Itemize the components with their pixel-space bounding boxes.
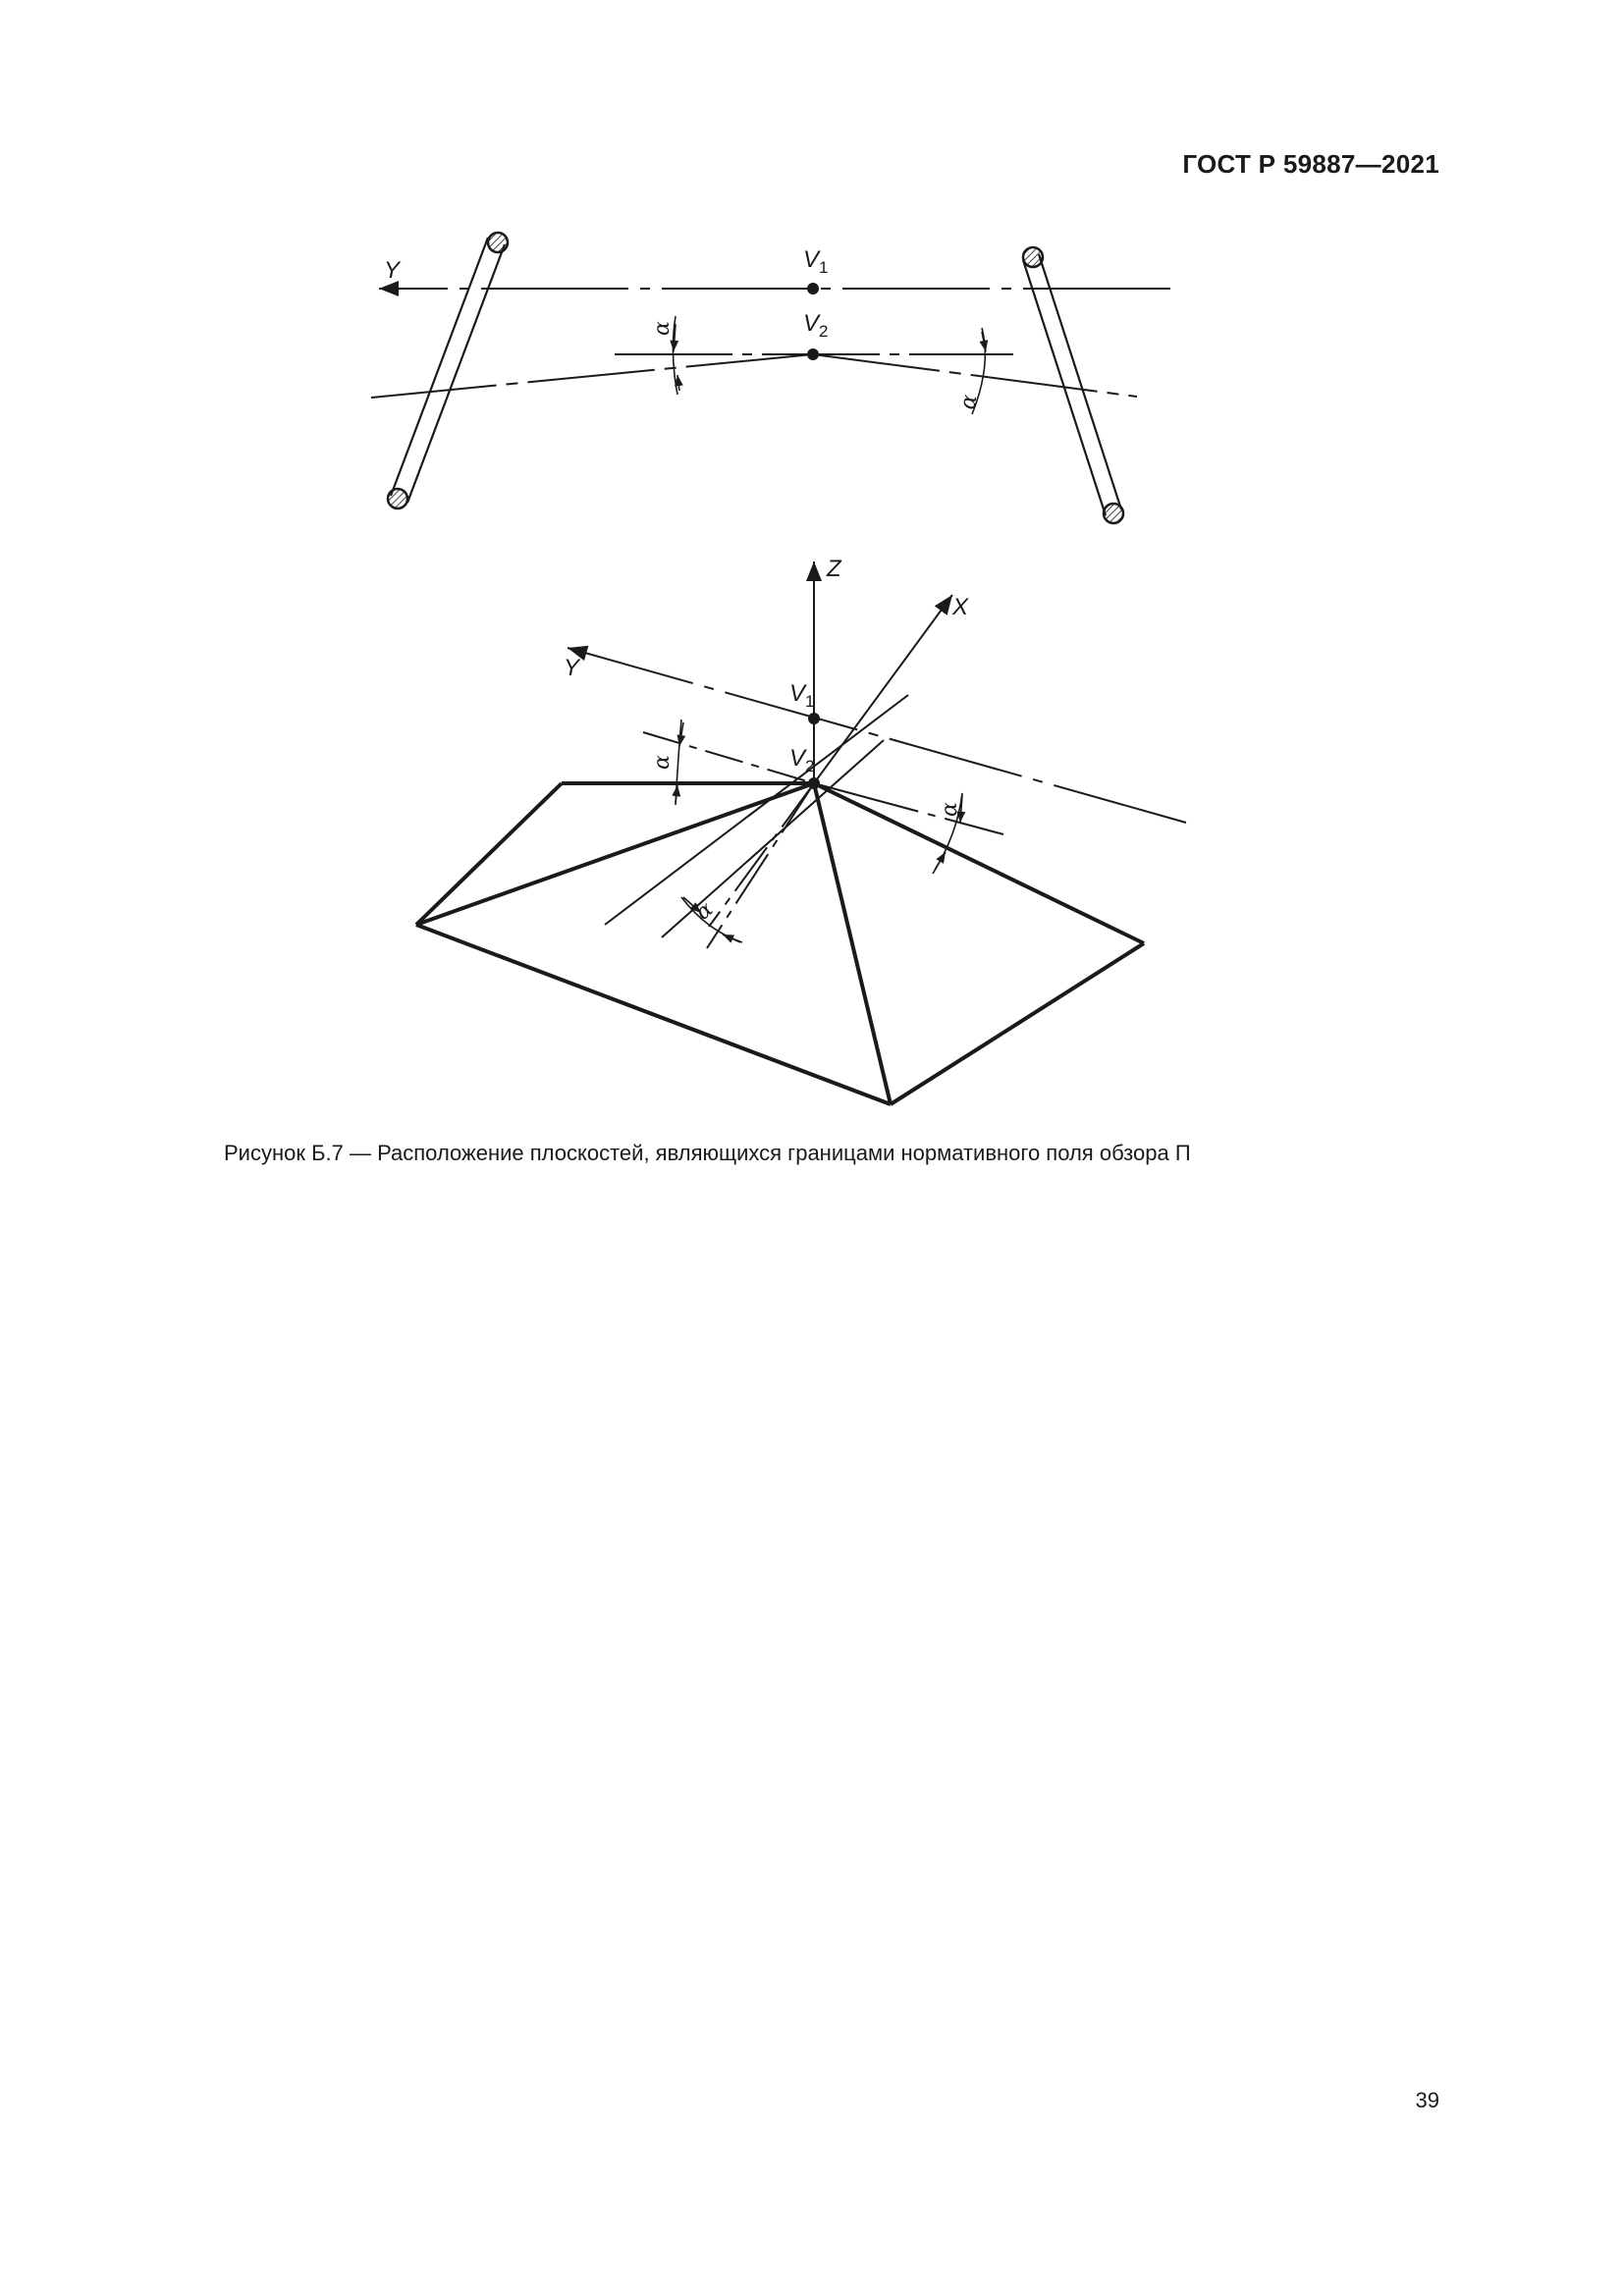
top-right-boundary-line <box>813 354 1137 397</box>
iso-view <box>416 561 1186 1104</box>
top-y-axis-label: Y <box>384 257 401 284</box>
iso-right-reference-line <box>814 783 1003 834</box>
left-pillar <box>388 233 508 508</box>
top-point-v2 <box>807 348 819 360</box>
iso-left-alpha: α <box>650 755 675 770</box>
iso-point-v2 <box>808 777 820 789</box>
iso-right-alpha: α <box>938 802 962 817</box>
iso-x-axis-line <box>814 595 952 783</box>
iso-x-axis-label: X <box>952 594 969 620</box>
top-left-alpha: α <box>650 321 675 336</box>
iso-y-axis-line <box>568 648 1186 823</box>
top-left-boundary-line <box>371 354 813 398</box>
iso-y-axis-label: Y <box>564 655 580 681</box>
top-point-v1 <box>807 283 819 294</box>
top-view <box>371 233 1170 523</box>
document-header: ГОСТ Р 59887—2021 <box>1182 149 1439 179</box>
top-v1-label: $V_1$ <box>803 246 829 277</box>
iso-bottom-alpha: α <box>690 896 719 926</box>
iso-v1-label: $V_1$ <box>789 680 815 711</box>
top-v2-label: $V_2$ <box>803 310 829 341</box>
top-right-alpha: α <box>955 393 983 412</box>
iso-z-axis-label: Z <box>827 556 841 582</box>
field-of-view-figure <box>0 0 1624 1129</box>
figure-caption: Рисунок Б.7 — Расположение плоскостей, являющихся границами нормативного поля обзора П <box>224 1141 1191 1165</box>
iso-point-v1 <box>808 713 820 724</box>
page-number: 39 <box>1415 2088 1439 2112</box>
iso-v2-label: $V_2$ <box>789 745 815 775</box>
